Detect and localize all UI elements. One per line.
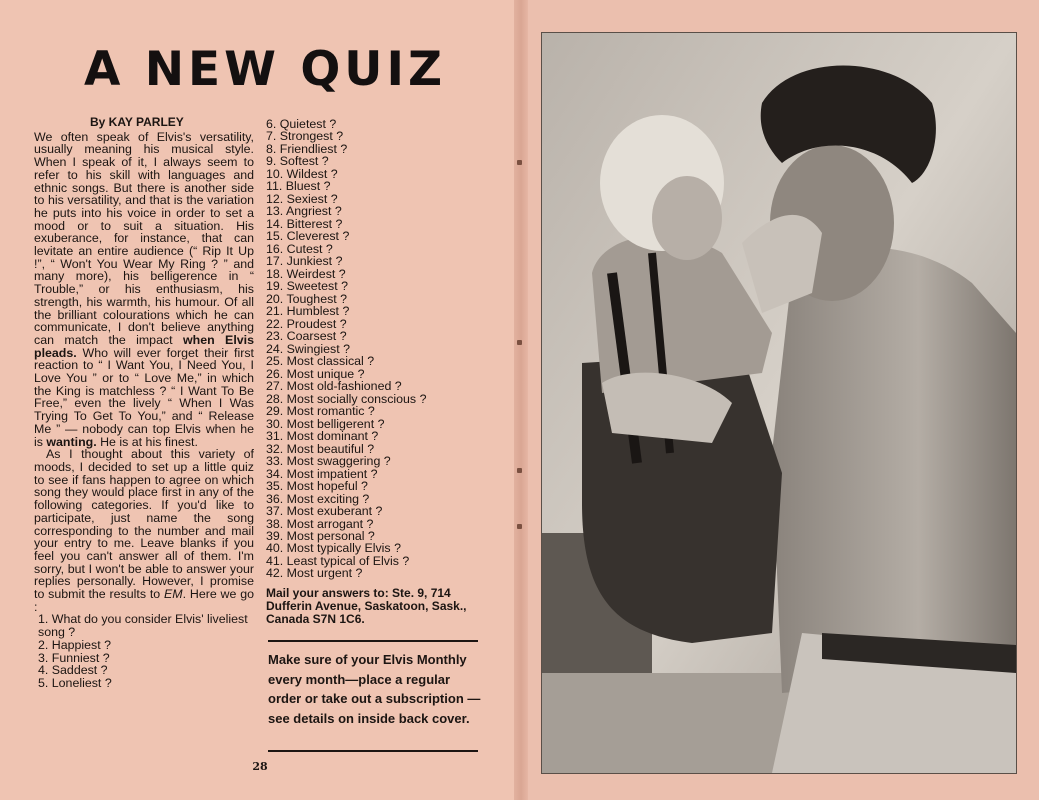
quiz-list-first <box>34 613 254 689</box>
quiz-item: 23. Coarsest ? <box>266 329 347 344</box>
quiz-item: 12. Sexiest ? <box>266 191 338 206</box>
photo-illustration <box>542 33 1016 773</box>
quiz-item: 1. What do you consider Elvis' liveliest song ? <box>38 612 248 640</box>
quiz-item: 35. Most hopeful ? <box>266 479 368 494</box>
divider-bottom <box>268 750 478 752</box>
quiz-item: 14. Bitterest ? <box>266 216 343 231</box>
quiz-item: 9. Softest ? <box>266 154 329 169</box>
quiz-list-second <box>266 118 491 580</box>
quiz-item: 7. Strongest ? <box>266 129 344 144</box>
quiz-item: 17. Junkiest ? <box>266 254 343 269</box>
quiz-item: 39. Most personal ? <box>266 528 375 543</box>
quiz-item: 21. Humblest ? <box>266 304 350 319</box>
quiz-item: 15. Cleverest ? <box>266 229 350 244</box>
article-title: A NEW QUIZ <box>83 42 447 97</box>
byline: By KAY PARLEY <box>90 115 184 129</box>
quiz-item: 10. Wildest ? <box>266 166 338 181</box>
quiz-item: 34. Most impatient ? <box>266 466 378 481</box>
quiz-item: 25. Most classical ? <box>266 354 375 369</box>
article-column-left <box>34 116 254 690</box>
quiz-item: 13. Angriest ? <box>266 204 342 219</box>
quiz-item: 31. Most dominant ? <box>266 429 379 444</box>
quiz-item: 32. Most beautiful ? <box>266 441 375 456</box>
emphasis-text: wanting. <box>46 434 97 449</box>
quiz-item: 40. Most typically Elvis ? <box>266 541 401 556</box>
quiz-item: 24. Swingiest ? <box>266 341 351 356</box>
page-number: 28 <box>252 760 268 773</box>
quiz-item: 36. Most exciting ? <box>266 491 370 506</box>
quiz-item: 19. Sweetest ? <box>266 279 348 294</box>
quiz-item: 4. Saddest ? <box>38 663 108 678</box>
quiz-item: 11. Bluest ? <box>266 179 331 194</box>
intro-text: Who will ever forget their first reaction to “ I Want You, I Need You, I Love You ” or to “ Love Me,” in which the King is matchless ? “ I Want To Be Free,” even the lively “ When I Was Trying To Get To You,” and “ Release Me ” — nobody can top Elvis when he is <box>34 345 254 449</box>
magazine-abbrev: EM <box>164 587 183 602</box>
staple-mark <box>517 340 522 345</box>
quiz-item: 8. Friendliest ? <box>266 141 348 156</box>
quiz-item: 5. Loneliest ? <box>38 675 112 690</box>
intro-text: . Here we go : <box>34 587 254 614</box>
intro-text: We often speak of Elvis's versatility, usually meaning his musical style. When I speak of it, I always seem to refer to his skill with languages and ethnic songs. But there is another side to his versatility, and that is the variation he puts into his voice in order to set a mood or to suit a situation. His exuberance, for instance, that can levitate an entire audience (“ Rip It Up !”, “ Won't You Wear My Ring ? ” and many more), his belligerence in “ Trouble,” or his enthusiasm, his strength, his warmth, his humour. Of all the brilliant colourations which he can communicate, I don't believe anything can match the impact <box>34 129 254 347</box>
quiz-item: 26. Most unique ? <box>266 366 365 381</box>
mailing-address: Mail your answers to: Ste. 9, 714 Dufferin Avenue, Saskatoon, Sask., Canada S7N 1C6. <box>266 585 467 626</box>
page-gutter <box>514 0 528 800</box>
staple-mark <box>517 524 522 529</box>
quiz-item: 28. Most socially conscious ? <box>266 391 427 406</box>
staple-mark <box>517 160 522 165</box>
quiz-item: 41. Least typical of Elvis ? <box>266 553 410 568</box>
quiz-item: 38. Most arrogant ? <box>266 516 374 531</box>
quiz-item: 16. Cutest ? <box>266 241 333 256</box>
quiz-item: 18. Weirdest ? <box>266 266 346 281</box>
intro-paragraph-1 <box>34 131 254 449</box>
staple-mark <box>517 468 522 473</box>
quiz-item: 22. Proudest ? <box>266 316 347 331</box>
intro-text: He is at his finest. <box>100 434 198 449</box>
quiz-item: 42. Most urgent ? <box>266 566 363 581</box>
divider-top <box>268 640 478 642</box>
quiz-item: 2. Happiest ? <box>38 637 112 652</box>
quiz-item: 6. Quietest ? <box>266 117 337 131</box>
quiz-item: 33. Most swaggering ? <box>266 454 391 469</box>
article-column-right <box>266 118 491 626</box>
quiz-item: 20. Toughest ? <box>266 291 348 306</box>
intro-text: As I thought about this variety of moods, I decided to set up a little quiz to see if fans happen to agree on which song they would place first in any of the following categories. If you'd like to participate, just name the song corresponding to the number and mail your entry to me. Leave blanks if you feel you can't answer all of them. I'm sorry, but I won't be able to answer your replies personally. However, I promise to submit the results to <box>34 447 254 602</box>
subscription-promo: Make sure of your Elvis Monthly every month—place a regular order or take out a subscription — see details on inside back cover. <box>268 652 481 726</box>
intro-paragraph-2 <box>34 448 254 613</box>
quiz-item: 3. Funniest ? <box>38 650 110 665</box>
photo-elvis-with-child <box>541 32 1017 774</box>
emphasis-text: when Elvis pleads. <box>34 332 254 360</box>
quiz-item: 27. Most old-fashioned ? <box>266 379 402 394</box>
quiz-item: 37. Most exuberant ? <box>266 504 383 519</box>
quiz-item: 29. Most romantic ? <box>266 404 375 419</box>
quiz-item: 30. Most belligerent ? <box>266 416 385 431</box>
